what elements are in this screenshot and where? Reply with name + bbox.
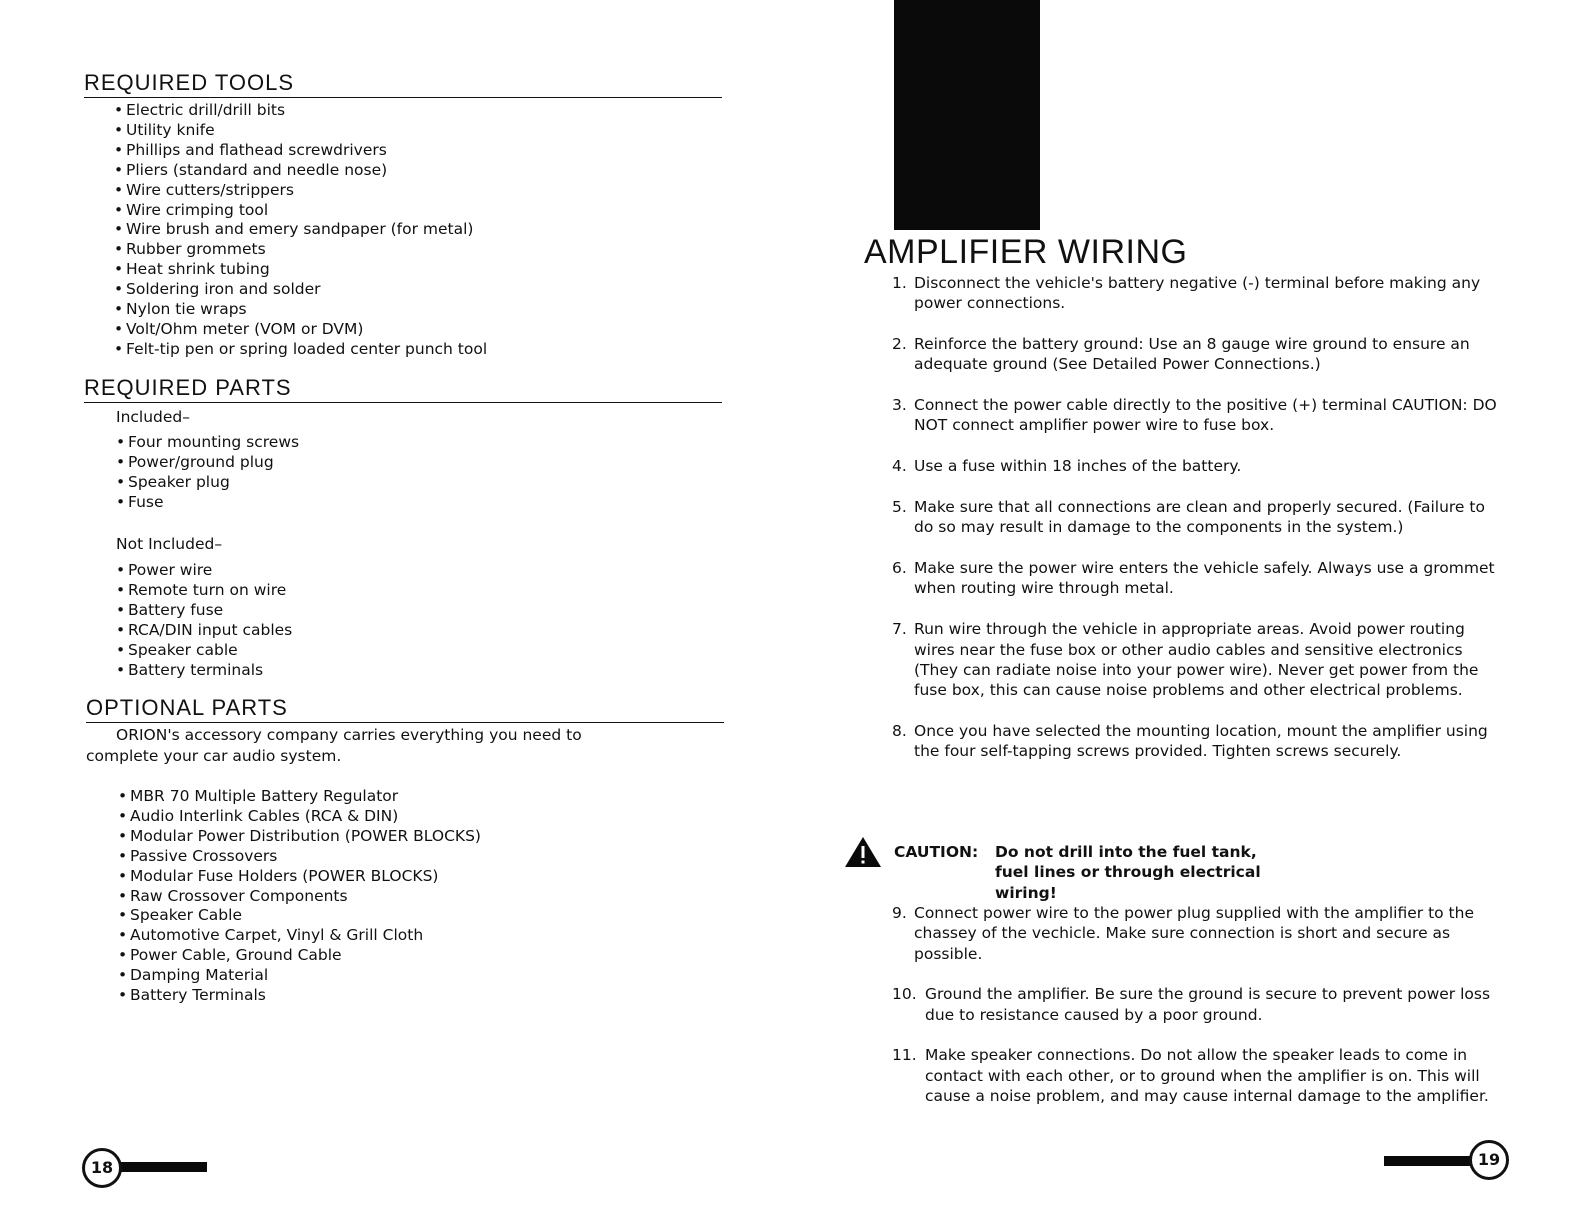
list-item: • Speaker Cable [118,906,481,926]
right-page [792,0,1584,1224]
included-parts-list [116,433,299,513]
required-parts-heading: REQUIRED PARTS [84,375,722,403]
page-title: AMPLIFIER WIRING [864,233,1188,271]
step-item: 4. Use a fuse within 18 inches of the battery. [892,457,1242,476]
list-item: • Electric drill/drill bits [114,101,487,121]
warning-icon [844,836,882,868]
not-included-label: Not Included– [116,535,223,553]
required-tools-list [114,101,487,360]
optional-intro-line-1: ORION's accessory company carries everything you need to [116,726,582,744]
caution-label: CAUTION: [894,843,979,861]
list-item: • Power/ground plug [116,453,299,473]
list-item: • Phillips and flathead screwdrivers [114,141,487,161]
list-item: • Power Cable, Ground Cable [118,946,481,966]
page-number-19: 19 [1469,1140,1509,1180]
wiring-steps [892,273,1502,782]
list-item: • Modular Power Distribution (POWER BLOCKS) [118,827,481,847]
optional-parts-heading: OPTIONAL PARTS [86,695,724,723]
list-item: • Passive Crossovers [118,847,481,867]
step-item: 5. Make sure that all connections are clean and properly secured. (Failure to do so may result in damage to the components in the system.) [892,498,1485,537]
list-item: • Speaker cable [116,641,292,661]
list-item: • Raw Crossover Components [118,887,481,907]
optional-intro-line-2: complete your car audio system. [86,747,342,765]
list-item: • Audio Interlink Cables (RCA & DIN) [118,807,481,827]
step-item: 10. Ground the amplifier. Be sure the ground is secure to prevent power loss due to resistance caused by a poor ground. [892,985,1491,1024]
page-number-18: 18 [82,1148,122,1188]
required-tools-heading: REQUIRED TOOLS [84,70,722,98]
list-item: • Battery fuse [116,601,292,621]
list-item: • Heat shrink tubing [114,260,487,280]
list-item: • MBR 70 Multiple Battery Regulator [118,787,481,807]
list-item: • Damping Material [118,966,481,986]
list-item: • Remote turn on wire [116,581,292,601]
list-item: • Wire brush and emery sandpaper (for metal) [114,220,487,240]
step-item: 2. Reinforce the battery ground: Use an 8 gauge wire ground to ensure an adequate ground (See Detailed Power Connections.) [892,335,1470,374]
step-item: 6. Make sure the power wire enters the vehicle safely. Always use a grommet when routing wire through metal. [892,559,1495,598]
list-item: • Battery terminals [116,661,292,681]
list-item: • Nylon tie wraps [114,300,487,320]
list-item: • Modular Fuse Holders (POWER BLOCKS) [118,867,481,887]
caution-message: Do not drill into the fuel tank, fuel lines or through electrical wiring! [995,843,1261,902]
list-item: • Automotive Carpet, Vinyl & Grill Cloth [118,926,481,946]
list-item: • Power wire [116,561,292,581]
list-item: • Volt/Ohm meter (VOM or DVM) [114,320,487,340]
wiring-steps-continued [892,903,1502,1127]
section-tab-block [894,0,1040,230]
step-item: 9. Connect power wire to the power plug supplied with the amplifier to the chassey of the vechicle. Make sure connection is short and secure as possible. [892,904,1474,963]
step-item: 11. Make speaker connections. Do not allow the speaker leads to come in contact with each other, or to ground when the amplifier is on. This will cause a noise problem, and may cause internal damage to the amplifier. [892,1046,1489,1106]
step-item: 3. Connect the power cable directly to the positive (+) terminal CAUTION: DO NOT connect amplifier power wire to fuse box. [892,396,1497,435]
list-item: • Utility knife [114,121,487,141]
step-item: 1. Disconnect the vehicle's battery negative (-) terminal before making any power connections. [892,274,1481,313]
optional-parts-list [118,787,481,1006]
list-item: • RCA/DIN input cables [116,621,292,641]
list-item: • Soldering iron and solder [114,280,487,300]
caution-box [844,836,1494,902]
step-item: 8. Once you have selected the mounting location, mount the amplifier using the four self-tapping screws provided. Tighten screws securely. [892,721,1488,761]
list-item: • Speaker plug [116,473,299,493]
page-bar [112,1162,207,1172]
list-item: • Rubber grommets [114,240,487,260]
list-item: • Pliers (standard and needle nose) [114,161,487,181]
list-item: • Wire crimping tool [114,201,487,221]
list-item: • Fuse [116,493,299,513]
included-label: Included– [116,408,191,426]
list-item: • Felt-tip pen or spring loaded center punch tool [114,340,487,360]
list-item: • Battery Terminals [118,986,481,1006]
not-included-parts-list [116,561,292,680]
list-item: • Four mounting screws [116,433,299,453]
page-bar [1384,1156,1474,1166]
list-item: • Wire cutters/strippers [114,181,487,201]
step-item: 7. Run wire through the vehicle in appropriate areas. Avoid power routing wires near the fuse box or other audio cables and sensitive electronics (They can radiate noise into your power wire). Never get power from the fuse box, this can cause noise problems and other electrical problems. [892,620,1479,700]
